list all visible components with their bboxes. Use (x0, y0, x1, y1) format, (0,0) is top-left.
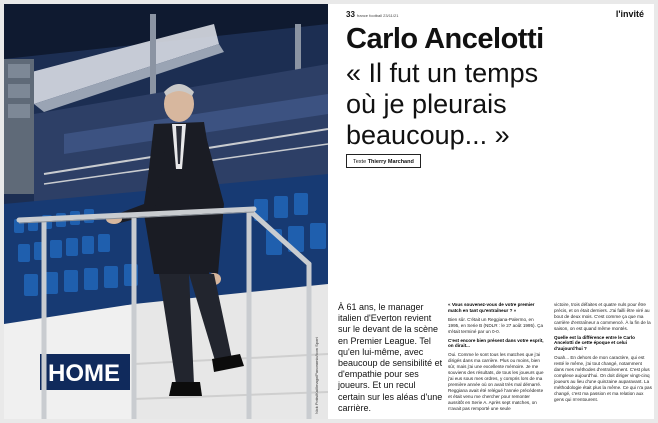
byline-box (346, 154, 421, 168)
article-intro: À 61 ans, le manager italien d'Everton revient sur le devant de la scène en Premier League. Tel qu'en lui-même, avec beaucoup de sensibilité et d'empathie pour ses joueurs. Et un recul certain sur les aléas d'une carrière. (338, 302, 443, 413)
article-quote (346, 58, 646, 151)
interview-question: « Vous souvenez-vous de votre premier match en tant qu'entraîneur ? » (448, 302, 535, 313)
byline-prefix: Texte (353, 159, 367, 165)
interview-answer: Ouah... En dehors de mon caractère, qui est resté le même, j'ai tout changé, notamment dans mes méthodes d'entraînement. C'est plus complexe aujourd'hui. On doit diriger vingt-cinq joueurs au lieu d'une quinzaine auparavant. La méthodologie était plus la même. Ce qui n'a pas changé, c'est ma passion et ma relation aux gens qui m'entourent. (554, 355, 652, 402)
byline-author: Thierry Marchand (367, 159, 414, 165)
interview-answer: Bien sûr. C'était un Reggiana-Palermo, en 1995, en Serie B (NDLR : le 27 août 1995). Ça s'était terminé par un 0-0. (448, 316, 543, 334)
interview-question: Quelle est la différence entre le Carlo Ancelotti de cette époque et celui d'aujourd'hui ? (554, 334, 635, 352)
magazine-spread (4, 4, 654, 419)
svg-text:HOME: HOME (48, 360, 120, 387)
quote-line: « Il fut un temps (346, 58, 539, 88)
magazine-name: france football 23/11/21 (356, 13, 399, 18)
article-headline: Carlo Ancelotti (346, 23, 544, 55)
right-page (328, 4, 654, 419)
interview-answer: victoire, trois défaites et quatre nuls pour être précis, et on était derniers. J'ai failli être viré au bout de deux mois. C'est comme ça que ma carrière d'entraîneur a commencé. À la fin de la saison, on est quand même montés. (554, 302, 651, 331)
text-column-1 (448, 302, 546, 414)
photo-credit: Nick Potts/Kai/Imago/Panoramic/Icon Sport (314, 337, 319, 414)
interview-question: C'est encore bien présent dans votre esprit, on dirait... (448, 337, 544, 349)
left-page (4, 4, 328, 419)
page-number: 33 (346, 10, 355, 19)
page-folio (346, 10, 398, 19)
quote-line: où je pleurais (346, 89, 507, 119)
section-rubric: l'invité (615, 9, 644, 19)
quote-line: beaucoup... » (346, 120, 510, 150)
interview-answer: Oui. Comme le sont tous les matches que j'ai dirigés dans ma carrière. Plus ou moins, bien sûr, mais j'ai une excellente mémoire. Je me souviens des résultats, de tous les joueurs que j'ai eus sous mes ordres, y compris lors de ma première année où on avait très mal démarré. Reggiana avait été relégué l'année précédente et était venu me chercher pour remonter aussitôt en Serie A. Après sept matches, on n'avait pas remporté une seule (448, 352, 544, 411)
stadium-photo (4, 4, 328, 419)
text-column-2 (554, 302, 652, 406)
